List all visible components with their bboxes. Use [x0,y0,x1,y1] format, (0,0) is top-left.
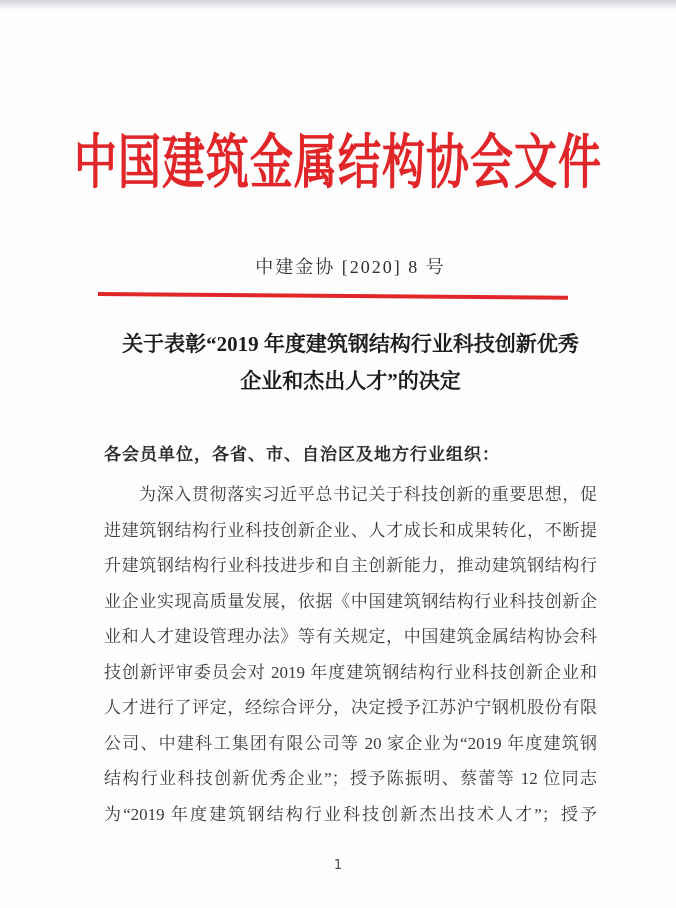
document-title-line2: 企业和杰出人才”的决定 [240,369,461,393]
scan-edge-artifact [0,0,676,10]
red-letterhead [0,112,676,204]
body-line: 为“2019 年度建筑钢结构行业科技创新杰出技术人才”；授予 [104,804,597,824]
body-line: 结构行业科技创新优秀企业”；授予陈振明、蔡蕾等 12 位同志 [104,769,597,788]
salutation-line: 各会员单位，各省、市、自治区及地方行业组织： [104,445,500,464]
red-divider-line [98,292,568,300]
body-line: 技创新评审委员会对 2019 年度建筑钢结构行业科技创新企业和 [104,662,597,682]
page-number: 1 [333,858,343,873]
document-title-line1: 关于表彰“2019 年度建筑钢结构行业科技创新优秀 [122,332,579,356]
body-paragraph [104,477,597,832]
body-line: 升建筑钢结构行业科技进步和自主创新能力，推动建筑钢结构行 [104,556,597,575]
body-line: 为深入贯彻落实习近平总书记关于科技创新的重要思想，促 [139,485,597,504]
document-title [104,326,597,400]
body-line: 业和人才建设管理办法》等有关规定，中国建筑金属结构协会科 [104,627,597,646]
body-line: 业企业实现高质量发展，依据《中国建筑钢结构行业科技创新企 [104,591,597,611]
document-number: 中建金协 [2020] 8 号 [255,257,446,277]
body-line: 公司、中建科工集团有限公司等 20 家企业为“2019 年度建筑钢 [104,733,597,753]
body-line: 进建筑钢结构行业科技创新企业、人才成长和成果转化，不断提 [104,520,597,540]
org-title-text: 中国建筑金属结构协会文件 [74,131,602,196]
body-line: 人才进行了评定，经综合评分，决定授予江苏沪宁钢机股份有限 [104,698,597,717]
